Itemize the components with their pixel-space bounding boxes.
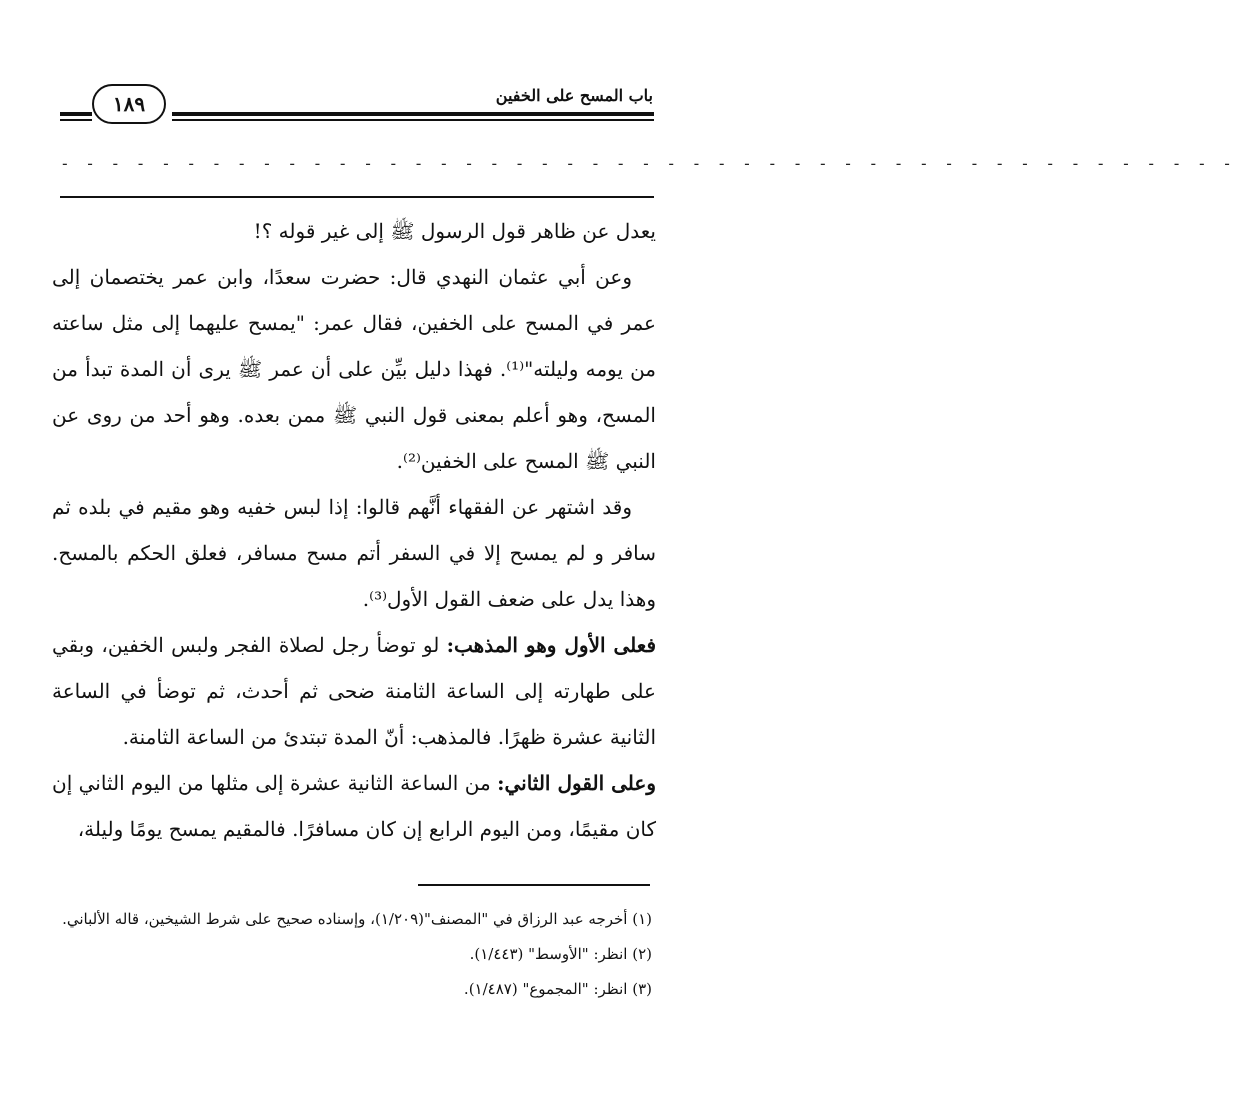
- page-number: ١٨٩: [112, 92, 146, 116]
- chapter-title: باب المسح على الخفين: [495, 86, 653, 105]
- footnote-2: (٢) انظر: "الأوسط" (١/٤٤٣).: [469, 945, 652, 963]
- header-rule-right-thin: [172, 119, 654, 121]
- paragraph-4-text: لو توضأ رجل لصلاة الفجر ولبس الخفين، وبقي على طهارته إلى الساعة الثامنة ضحى ثم أحدث، ثم توضأ في الساعة الثانية عشرة ظهرًا. فالمذهب: أنّ المدة تبتدئ من الساعة الثامنة.: [52, 633, 656, 749]
- paragraph-3: وقد اشتهر عن الفقهاء أنَّهم قالوا: إذا لبس خفيه وهو مقيم في بلده ثم سافر و لم يمسح إلا في السفر أتم مسح مسافر، فعلق الحكم بالمسح. وهذا يدل على ضعف القول الأول⁽³⁾.: [52, 495, 656, 611]
- header-rule-left-thick: [60, 112, 92, 116]
- paragraph-5: [52, 760, 656, 852]
- footnote-3: (٣) انظر: "المجموع" (١/٤٨٧).: [463, 980, 652, 998]
- header-rule-right-thick: [172, 112, 654, 116]
- paragraph-5-lead: وعلى القول الثاني:: [497, 771, 656, 795]
- paragraph-4-lead: فعلى الأول وهو المذهب:: [446, 633, 657, 657]
- header-rule-left-thin: [60, 119, 92, 121]
- footnote-1: (١) أخرجه عبد الرزاق في "المصنف"(١/٢٠٩)، وإسناده صحيح على شرط الشيخين، قاله الألباني.: [62, 910, 652, 928]
- page-number-badge: [92, 84, 166, 124]
- dashed-divider: - - - - - - - - - - - - - - - - - - - - - - - - - - - - - - - - - - - - - - - - - - - - - - -: [60, 154, 1235, 173]
- main-text: [52, 208, 656, 852]
- footnote-rule: [418, 884, 650, 886]
- footnotes: [40, 902, 652, 1007]
- paragraph-4: [52, 622, 656, 760]
- body-top-rule: [60, 196, 654, 198]
- paragraph-5-text: من الساعة الثانية عشرة إلى مثلها من اليوم الثاني إن كان مقيمًا، ومن اليوم الرابع إن كان مسافرًا. فالمقيم يمسح يومًا وليلة،: [52, 771, 656, 841]
- paragraph-2: وعن أبي عثمان النهدي قال: حضرت سعدًا، وابن عمر يختصمان إلى عمر في المسح على الخفين، فقال عمر: "يمسح عليهما إلى مثل ساعته من يومه وليلته"⁽¹⁾. فهذا دليل بيِّن على أن عمر ﷺ يرى أن المدة تبدأ من المسح، وهو أعلم بمعنى قول النبي ﷺ ممن بعده. وهو أحد من روى عن النبي ﷺ المسح على الخفين⁽²⁾.: [52, 265, 657, 473]
- paragraph-1: يعدل عن ظاهر قول الرسول ﷺ إلى غير قوله ؟!: [253, 219, 656, 243]
